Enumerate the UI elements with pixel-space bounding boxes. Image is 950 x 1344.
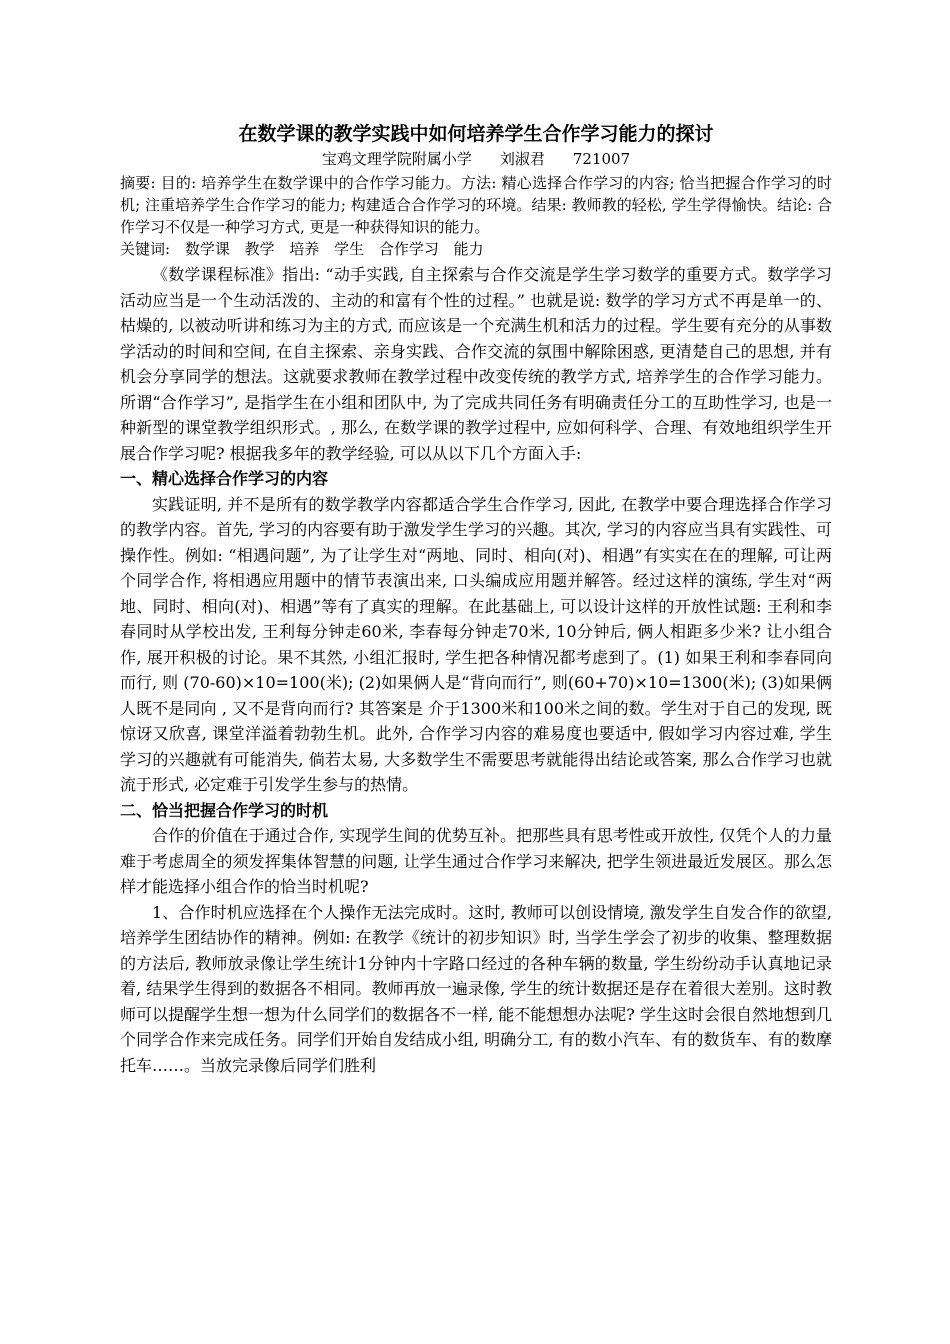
section-2-paragraph-2: 1、合作时机应选择在个人操作无法完成时。这时, 教师可以创设情境, 激发学生自发合作的欲望, 培养学生团结协作的精神。例如: 在教学《统计的初步知识》时, 当学生学会了初步的收集、整理数据的方法后, 教师放录像让学生统计1分钟内十字路口经过的各种车辆的数量, 学生纷纷动手认真地记录着, 结果学生得到的数据各不相同。教师再放一遍录像, 学生的统计数据还是存在着很大差别。这时教师可以提醒学生想一想为什么同学们的数据各不一样, 能不能想想办法呢? 学生这时会很自然地想到几个同学合作来完成任务。同学们开始自发结成小组, 明确分工, 有的数小汽车、有的数货车、有的数摩托车……。当放完录像后同学们胜利 <box>120 902 832 1075</box>
school-name: 宝鸡文理学院附属小学 <box>321 150 472 168</box>
document-title: 在数学课的教学实践中如何培养学生合作学习能力的探讨 <box>238 123 714 145</box>
author-name: 刘淑君 <box>499 150 545 168</box>
keywords: 关键词: 数学课 教学 培养 学生 合作学习 能力 <box>120 240 484 258</box>
section-1-paragraph: 实践证明, 并不是所有的数学教学内容都适合学生合作学习, 因此, 在教学中要合理选择合作学习的教学内容。首先, 学习的内容要有助于激发学生学习的兴趣。其次, 学习的内容应当具有实践性、可操作性。例如: “相遇问题”, 为了让学生对“两地、同时、相向(对)、相遇”有实实在在的理解, 可让两个同学合作, 将相遇应用题中的情节表演出来, 口头编成应用题并解答。经过这样的演练, 学生对“两地、同时、相向(对)、相遇”等有了真实的理解。在此基础上, 可以设计这样的开放性试题: 王利和李春同时从学校出发, 王利每分钟走60米, 李春每分钟走70米, 10分钟后, 俩人相距多少米? 让小组合作, 展开积极的讨论。果不其然, 小组汇报时, 学生把各种情况都考虑到了。(1) 如果王利和李春同向而行, 则 (70-60)×10=100(米); (2)如果俩人是“背向而行”, 则(60+70)×10=1300(米); (3)如果俩人既不是同向 , 又不是背向而行? 其答案是 介于1300米和100米之间的数。学生对于自己的发现, 既惊讶又欣喜, 课堂洋溢着勃勃生机。此外, 合作学习内容的难易度也要适中, 假如学习内容过难, 学生学习的兴趣就有可能消失, 倘若太易, 大多数学生不需要思考就能得出结论或答案, 那么合作学习也就流于形式, 必定难于引发学生参与的热情。 <box>120 494 832 794</box>
document-page <box>120 120 832 1078</box>
intro-paragraph: 《数学课程标准》指出: “动手实践, 自主探索与合作交流是学生学习数学的重要方式。数学学习活动应当是一个生动活泼的、主动的和富有个性的过程。” 也就是说: 数学的学习方式不再是单一的、枯燥的, 以被动听讲和练习为主的方式, 而应该是一个充满生机和活力的过程。学生要有充分的从事数学活动的时间和空间, 在自主探索、亲身实践、合作交流的氛围中解除困惑, 更清楚自己的思想, 并有机会分享同学的想法。这就要求教师在教学过程中改变传统的教学方式, 培养学生的合作学习能力。所谓“合作学习”, 是指学生在小组和团队中, 为了完成共同任务有明确责任分工的互助性学习, 也是一种新型的课堂教学组织形式。, 那么, 在数学课的教学过程中, 应如何科学、合理、有效地组织学生开展合作学习呢? 根据我多年的教学经验, 可以从以下几个方面入手: <box>120 265 832 463</box>
section-2-heading: 二、恰当把握合作学习的时机 <box>120 800 329 820</box>
section-2-paragraph-1: 合作的价值在于通过合作, 实现学生间的优势互补。把那些具有思考性或开放性, 仅凭个人的力量难于考虑周全的须发挥集体智慧的问题, 让学生通过合作学习来解决, 把学生领进最近发展区。那么怎样才能选择小组合作的恰当时机呢? <box>120 826 832 896</box>
section-1-heading: 一、精心选择合作学习的内容 <box>120 469 329 488</box>
postcode: 721007 <box>572 150 631 168</box>
abstract: 摘要: 目的: 培养学生在数学课中的合作学习能力。方法: 精心选择合作学习的内容; 恰当把握合作学习的时机; 注重培养学生合作学习的能力; 构建适合合作学习的环境。结果: 教师教的轻松, 学生学得愉快。结论: 合作学习不仅是一种学习方式, 更是一种获得知识的能力。 <box>120 174 832 236</box>
byline <box>120 148 832 170</box>
